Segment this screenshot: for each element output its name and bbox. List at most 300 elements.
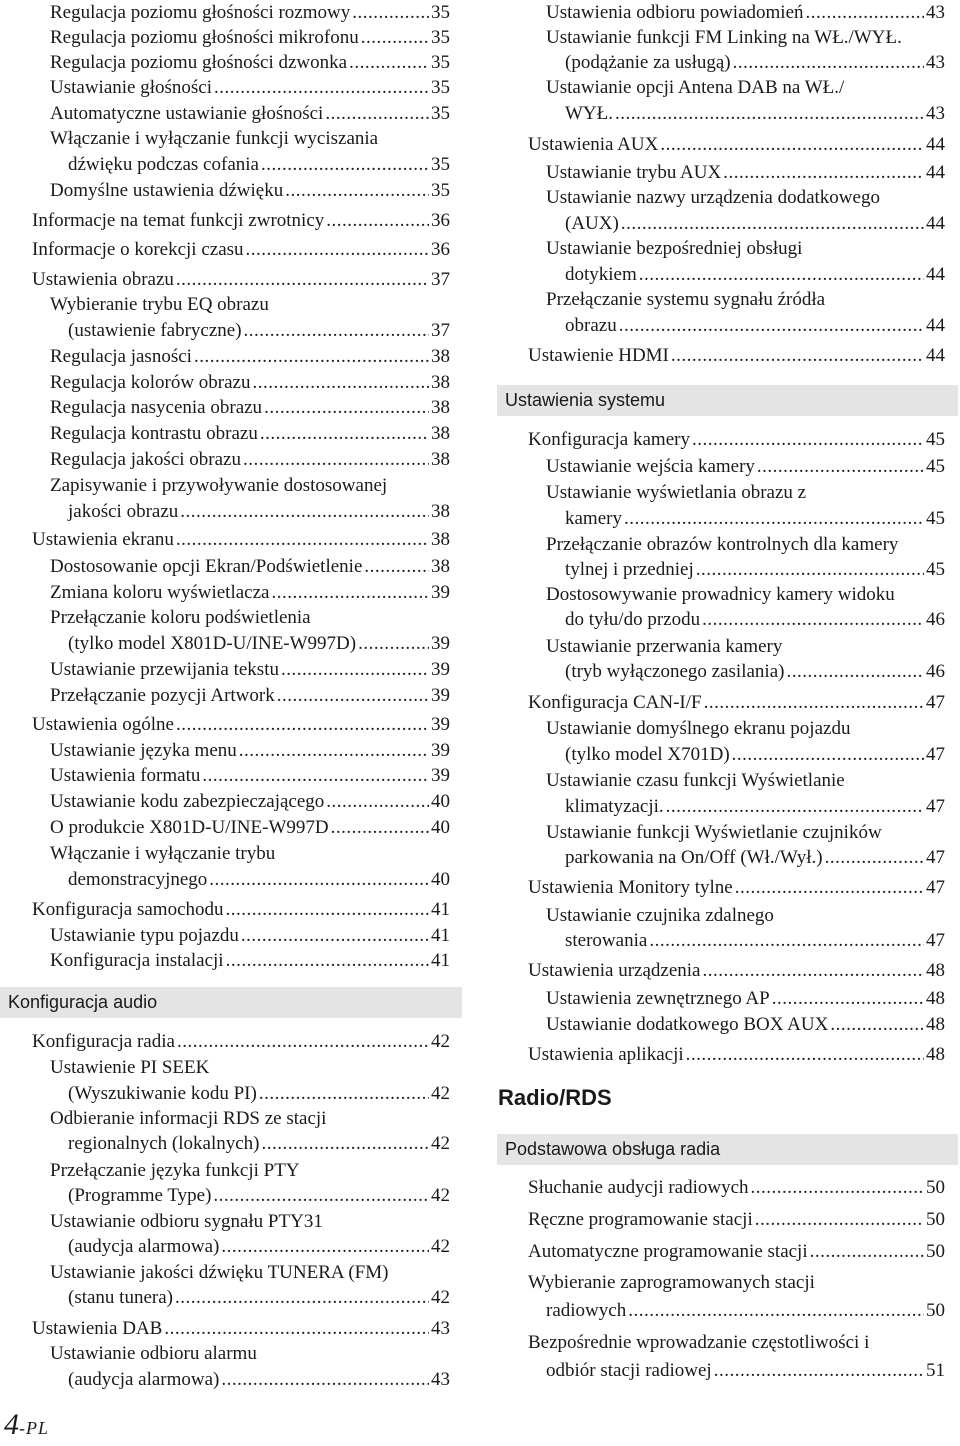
toc-entry[interactable] (68, 1183, 450, 1209)
toc-entry[interactable] (50, 473, 450, 499)
toc-dot-leader (830, 1012, 924, 1038)
toc-dot-leader (364, 554, 429, 580)
toc-dot-leader (261, 152, 429, 178)
toc-entry[interactable] (50, 178, 450, 204)
toc-entry[interactable] (50, 447, 450, 473)
toc-entry[interactable] (68, 499, 450, 525)
toc-dot-leader (666, 794, 924, 820)
toc-dot-leader (264, 395, 429, 421)
toc-dot-leader (624, 506, 924, 532)
toc-entry-title: Konfiguracja instalacji (50, 950, 224, 971)
toc-entry[interactable] (68, 152, 450, 178)
toc-entry-page: 35 (431, 154, 450, 175)
toc-entry-title: Konfiguracja radia (32, 1031, 175, 1052)
toc-entry[interactable] (546, 582, 945, 608)
toc-entry-title: Ustawianie odbioru sygnału PTY31 (50, 1211, 323, 1232)
toc-entry-title: Ustawienia urządzenia (528, 960, 701, 981)
toc-entry[interactable] (546, 903, 945, 929)
toc-entry[interactable] (546, 0, 945, 26)
toc-entry[interactable] (68, 1234, 450, 1260)
toc-entry[interactable] (546, 236, 945, 262)
toc-entry[interactable] (546, 532, 945, 558)
toc-entry[interactable] (565, 928, 945, 954)
toc-entry[interactable] (50, 763, 450, 789)
toc-dot-leader (619, 313, 924, 339)
toc-entry-page: 39 (431, 765, 450, 786)
toc-entry-page: 44 (926, 315, 945, 336)
toc-entry-page: 45 (926, 456, 945, 477)
toc-entry-title: Ustawienia ogólne (32, 714, 174, 735)
toc-entry-title: Ustawianie przewijania tekstu (50, 659, 279, 680)
toc-entry-title: dotykiem (565, 264, 637, 285)
toc-entry-title: Ustawienia ekranu (32, 529, 174, 550)
toc-dot-leader (714, 1358, 924, 1384)
toc-entry-page: 45 (926, 559, 945, 580)
toc-entry-title: (tylko model X701D) (565, 744, 730, 765)
toc-dot-leader (202, 763, 429, 789)
toc-entry-page: 42 (431, 1133, 450, 1154)
toc-entry-title: Ustawienia odbioru powiadomień (546, 2, 804, 23)
toc-entry-page: 50 (926, 1177, 945, 1198)
toc-dot-leader (692, 427, 924, 453)
toc-dot-leader (326, 208, 429, 234)
toc-dot-leader (615, 101, 924, 127)
toc-entry-title: Przełączanie koloru podświetlenia (50, 607, 311, 628)
toc-entry[interactable] (50, 738, 450, 764)
toc-entry-title: Ustawianie wyświetlania obrazu z (546, 482, 807, 503)
toc-entry[interactable] (528, 875, 945, 901)
toc-entry-page: 44 (926, 134, 945, 155)
toc-entry-title: Ustawianie opcji Antena DAB na WŁ./ (546, 77, 845, 98)
toc-entry-page: 44 (926, 264, 945, 285)
toc-entry-title: O produkcie X801D-U/INE-W997D (50, 817, 329, 838)
toc-dot-leader (180, 499, 429, 525)
toc-dot-leader (259, 1081, 429, 1107)
toc-entry-title: Włączanie i wyłączanie trybu (50, 843, 276, 864)
toc-entry-page: 35 (431, 77, 450, 98)
toc-entry[interactable] (546, 25, 945, 51)
toc-dot-leader (649, 928, 924, 954)
toc-entry[interactable] (68, 318, 450, 344)
toc-dot-leader (786, 659, 924, 685)
toc-entry-page: 50 (926, 1241, 945, 1262)
toc-entry-title: demonstracyjnego (68, 869, 208, 890)
toc-entry-page: 43 (431, 1318, 450, 1339)
toc-entry-title: Regulacja poziomu głośności mikrofonu (50, 27, 359, 48)
toc-entry-title: Regulacja poziomu głośności dzwonka (50, 52, 348, 73)
toc-entry-title: Przełączanie systemu sygnału źródła (546, 289, 826, 310)
toc-entry[interactable] (528, 1175, 945, 1201)
toc-entry[interactable] (32, 1316, 450, 1342)
toc-dot-leader (772, 986, 924, 1012)
toc-entry[interactable] (50, 923, 450, 949)
toc-entry-title: Konfiguracja kamery (528, 429, 690, 450)
toc-entry[interactable] (528, 1042, 945, 1068)
toc-entry-title: Ustawianie przerwania kamery (546, 636, 783, 657)
toc-entry-title: Domyślne ustawienia dźwięku (50, 180, 284, 201)
toc-entry-title: Ustawianie języka menu (50, 740, 237, 761)
toc-dot-leader (226, 897, 429, 923)
toc-entry[interactable] (528, 1239, 945, 1265)
toc-entry-page: 38 (431, 423, 450, 444)
toc-entry-page: 39 (431, 633, 450, 654)
toc-entry-title: Przełączanie języka funkcji PTY (50, 1160, 300, 1181)
toc-entry-page: 47 (926, 744, 945, 765)
toc-entry-title: (stanu tunera) (68, 1287, 173, 1308)
toc-entry-page: 47 (926, 930, 945, 951)
toc-entry-title: Ustawianie trybu AUX (546, 162, 722, 183)
toc-entry[interactable] (50, 1260, 450, 1286)
toc-dot-leader (271, 580, 429, 606)
toc-entry[interactable] (565, 506, 945, 532)
toc-entry[interactable] (528, 690, 945, 716)
toc-entry[interactable] (50, 657, 450, 683)
toc-entry-title: Wybieranie trybu EQ obrazu (50, 294, 269, 315)
toc-entry[interactable] (565, 845, 945, 871)
toc-dot-leader (226, 948, 429, 974)
toc-dot-leader (639, 262, 924, 288)
toc-dot-leader (214, 75, 429, 101)
toc-entry[interactable] (565, 659, 945, 685)
toc-entry-title: Regulacja nasycenia obrazu (50, 397, 263, 418)
toc-entry-title: (AUX) (565, 213, 619, 234)
toc-entry-page: 37 (431, 320, 450, 341)
toc-entry[interactable] (50, 1106, 450, 1132)
toc-entry-title: Dostosowywanie prowadnicy kamery widoku (546, 584, 895, 605)
section-header: Ustawienia systemu (497, 385, 958, 416)
toc-entry[interactable] (528, 958, 945, 984)
toc-entry[interactable] (565, 50, 945, 76)
toc-entry[interactable] (528, 427, 945, 453)
toc-entry[interactable] (50, 683, 450, 709)
toc-dot-leader (241, 923, 429, 949)
toc-entry-page: 43 (431, 1369, 450, 1390)
toc-entry-title: dźwięku podczas cofania (68, 154, 259, 175)
toc-entry-title: Automatyczne ustawianie głośności (50, 103, 324, 124)
toc-entry[interactable] (50, 395, 450, 421)
toc-entry-page: 45 (926, 508, 945, 529)
toc-entry-page: 35 (431, 52, 450, 73)
toc-dot-leader (244, 318, 429, 344)
toc-entry-title: Ustawienie PI SEEK (50, 1057, 210, 1078)
toc-entry-page: 50 (926, 1209, 945, 1230)
toc-entry-page: 38 (431, 501, 450, 522)
toc-entry-page: 35 (431, 2, 450, 23)
toc-dot-leader (281, 657, 429, 683)
toc-entry-page: 44 (926, 345, 945, 366)
toc-entry[interactable] (50, 101, 450, 127)
toc-entry-title: Ustawianie jakości dźwięku TUNERA (FM) (50, 1262, 389, 1283)
toc-entry-page: 48 (926, 1044, 945, 1065)
toc-entry-page: 36 (431, 239, 450, 260)
toc-entry[interactable] (546, 634, 945, 660)
toc-entry[interactable] (50, 50, 450, 76)
toc-entry[interactable] (528, 343, 945, 369)
toc-dot-leader (176, 527, 429, 553)
toc-entry[interactable] (50, 841, 450, 867)
toc-entry[interactable] (565, 794, 945, 820)
toc-entry[interactable] (50, 789, 450, 815)
toc-entry[interactable] (546, 160, 945, 186)
toc-entry[interactable] (68, 1131, 450, 1157)
toc-entry-title: Ustawienia AUX (528, 134, 659, 155)
toc-entry[interactable] (50, 292, 450, 318)
toc-entry[interactable] (68, 631, 450, 657)
toc-dot-leader (252, 370, 429, 396)
toc-entry-page: 44 (926, 213, 945, 234)
toc-entry[interactable] (50, 554, 450, 580)
toc-entry-title: radiowych (546, 1300, 627, 1321)
toc-entry[interactable] (565, 101, 945, 127)
toc-entry[interactable] (68, 867, 450, 893)
toc-entry-title: Przełączanie pozycji Artwork (50, 685, 275, 706)
chapter-heading: Radio/RDS (498, 1085, 612, 1110)
toc-entry[interactable] (565, 607, 945, 633)
toc-entry-page: 48 (926, 960, 945, 981)
toc-entry[interactable] (546, 75, 945, 101)
toc-entry[interactable] (32, 527, 450, 553)
toc-entry-page: 50 (926, 1300, 945, 1321)
toc-entry[interactable] (68, 1285, 450, 1311)
toc-dot-leader (326, 789, 429, 815)
toc-dot-leader (209, 867, 429, 893)
toc-entry-title: Ustawianie wejścia kamery (546, 456, 755, 477)
toc-dot-leader (246, 237, 429, 263)
toc-entry[interactable] (546, 185, 945, 211)
toc-entry-page: 46 (926, 609, 945, 630)
toc-entry-page: 41 (431, 950, 450, 971)
toc-entry-page: 47 (926, 847, 945, 868)
toc-entry[interactable] (565, 313, 945, 339)
toc-entry[interactable] (32, 897, 450, 923)
toc-entry[interactable] (528, 1207, 945, 1233)
toc-entry-title: parkowania na On/Off (Wł./Wył.) (565, 847, 823, 868)
toc-entry-page: 41 (431, 925, 450, 946)
toc-dot-leader (175, 1285, 429, 1311)
toc-entry-title: Ustawianie czasu funkcji Wyświetlanie (546, 770, 845, 791)
toc-dot-leader (751, 1175, 924, 1201)
toc-entry[interactable] (528, 1270, 945, 1296)
toc-entry-title: Ustawienie HDMI (528, 345, 669, 366)
toc-entry-title: Regulacja jasności (50, 346, 192, 367)
toc-entry-title: Ustawienia DAB (32, 1318, 163, 1339)
toc-entry-title: tylnej i przedniej (565, 559, 694, 580)
toc-dot-leader (285, 178, 429, 204)
toc-entry-title: Zapisywanie i przywoływanie dostosowanej (50, 475, 388, 496)
toc-entry-title: (ustawienie fabryczne) (68, 320, 242, 341)
toc-entry-title: (audycja alarmowa) (68, 1236, 220, 1257)
toc-entry-title: Przełączanie obrazów kontrolnych dla kamery (546, 534, 899, 555)
toc-dot-leader (331, 815, 429, 841)
toc-entry-page: 43 (926, 2, 945, 23)
toc-entry-page: 48 (926, 988, 945, 1009)
toc-dot-leader (806, 0, 924, 26)
toc-entry[interactable] (546, 716, 945, 742)
toc-entry[interactable] (32, 237, 450, 263)
toc-entry[interactable] (565, 211, 945, 237)
toc-entry[interactable] (50, 370, 450, 396)
toc-entry[interactable] (32, 267, 450, 293)
toc-dot-leader (825, 845, 924, 871)
toc-entry-title: Ustawianie głośności (50, 77, 213, 98)
toc-dot-leader (810, 1239, 924, 1265)
toc-dot-leader (260, 421, 429, 447)
toc-entry[interactable] (565, 557, 945, 583)
toc-dot-leader (352, 0, 429, 26)
toc-entry-title: Wybieranie zaprogramowanych stacji (528, 1272, 815, 1293)
toc-entry-page: 40 (431, 791, 450, 812)
toc-entry-page: 42 (431, 1185, 450, 1206)
toc-dot-leader (733, 50, 924, 76)
toc-dot-leader (358, 631, 429, 657)
toc-entry[interactable] (528, 1330, 945, 1356)
toc-entry[interactable] (565, 742, 945, 768)
toc-dot-leader (194, 344, 429, 370)
toc-dot-leader (723, 160, 924, 186)
toc-entry[interactable] (546, 1358, 945, 1384)
toc-entry[interactable] (546, 1298, 945, 1324)
toc-entry-title: Konfiguracja samochodu (32, 899, 224, 920)
toc-entry-page: 42 (431, 1083, 450, 1104)
toc-entry-page: 47 (926, 692, 945, 713)
toc-entry-title: Informacje o korekcji czasu (32, 239, 244, 260)
toc-entry-title: sterowania (565, 930, 648, 951)
toc-entry[interactable] (546, 480, 945, 506)
toc-entry[interactable] (546, 820, 945, 846)
toc-entry-title: odbiór stacji radiowej (546, 1360, 712, 1381)
toc-dot-leader (704, 690, 924, 716)
toc-entry-page: 42 (431, 1031, 450, 1052)
toc-entry-page: 35 (431, 27, 450, 48)
toc-entry[interactable] (50, 1158, 450, 1184)
toc-entry[interactable] (546, 986, 945, 1012)
toc-entry-title: obrazu (565, 315, 617, 336)
toc-entry[interactable] (50, 1341, 450, 1367)
toc-entry-title: Ustawienia Monitory tylne (528, 877, 733, 898)
toc-entry-title: Ręczne programowanie stacji (528, 1209, 753, 1230)
toc-entry-title: (Wyszukiwanie kodu PI) (68, 1083, 257, 1104)
toc-entry-page: 38 (431, 397, 450, 418)
toc-entry[interactable] (546, 287, 945, 313)
toc-dot-leader (671, 343, 924, 369)
toc-entry[interactable] (50, 344, 450, 370)
toc-entry-page: 35 (431, 180, 450, 201)
toc-dot-leader (735, 875, 924, 901)
toc-entry-page: 37 (431, 269, 450, 290)
toc-entry[interactable] (50, 815, 450, 841)
toc-entry[interactable] (50, 25, 450, 51)
toc-entry-page: 38 (431, 449, 450, 470)
toc-entry-page: 51 (926, 1360, 945, 1381)
toc-dot-leader (755, 1207, 924, 1233)
toc-entry-page: 43 (926, 52, 945, 73)
toc-entry-title: Ustawienia formatu (50, 765, 201, 786)
toc-entry-page: 38 (431, 346, 450, 367)
toc-entry-title: (tryb wyłączonego zasilania) (565, 661, 785, 682)
toc-entry-title: Dostosowanie opcji Ekran/Podświetlenie (50, 556, 363, 577)
toc-entry-page: 47 (926, 877, 945, 898)
toc-dot-leader (177, 1029, 429, 1055)
toc-entry-title: do tyłu/do przodu (565, 609, 701, 630)
toc-entry[interactable] (50, 1209, 450, 1235)
toc-entry-page: 35 (431, 103, 450, 124)
toc-entry-title: Regulacja kolorów obrazu (50, 372, 251, 393)
toc-dot-leader (628, 1298, 924, 1324)
toc-entry[interactable] (565, 262, 945, 288)
toc-entry-page: 39 (431, 582, 450, 603)
toc-entry-title: Ustawianie nazwy urządzenia dodatkowego (546, 187, 880, 208)
page-number-digit: 4 (4, 1408, 19, 1441)
toc-entry-title: Regulacja jakości obrazu (50, 449, 241, 470)
toc-entry-title: klimatyzacji. (565, 796, 664, 817)
toc-entry[interactable] (546, 1012, 945, 1038)
toc-entry-title: Ustawianie funkcji Wyświetlanie czujników (546, 822, 882, 843)
toc-entry[interactable] (528, 132, 945, 158)
toc-dot-leader (660, 132, 924, 158)
toc-entry[interactable] (50, 126, 450, 152)
toc-entry-page: 46 (926, 661, 945, 682)
toc-entry-title: Ustawianie kodu zabezpieczającego (50, 791, 325, 812)
toc-entry-page: 45 (926, 429, 945, 450)
toc-entry[interactable] (546, 454, 945, 480)
toc-entry-page: 41 (431, 899, 450, 920)
toc-entry[interactable] (546, 768, 945, 794)
toc-dot-leader (696, 557, 924, 583)
toc-entry-title: Ustawianie czujnika zdalnego (546, 905, 774, 926)
toc-entry-title: Odbieranie informacji RDS ze stacji (50, 1108, 327, 1129)
toc-entry-page: 42 (431, 1287, 450, 1308)
toc-entry-page: 42 (431, 1236, 450, 1257)
toc-dot-leader (239, 738, 429, 764)
toc-entry[interactable] (68, 1367, 450, 1393)
section-header: Konfiguracja audio (0, 987, 462, 1018)
toc-dot-leader (757, 454, 924, 480)
toc-entry[interactable] (68, 1081, 450, 1107)
toc-entry[interactable] (50, 0, 450, 26)
toc-entry[interactable] (50, 421, 450, 447)
toc-entry-page: 48 (926, 1014, 945, 1035)
toc-dot-leader (213, 1183, 429, 1209)
toc-dot-leader (221, 1234, 429, 1260)
toc-entry-page: 40 (431, 817, 450, 838)
toc-dot-leader (325, 101, 429, 127)
toc-dot-leader (361, 25, 429, 51)
toc-entry[interactable] (32, 712, 450, 738)
toc-entry-page: 39 (431, 740, 450, 761)
toc-entry[interactable] (50, 75, 450, 101)
toc-entry[interactable] (50, 580, 450, 606)
toc-entry-page: 39 (431, 659, 450, 680)
toc-entry-title: Ustawianie typu pojazdu (50, 925, 239, 946)
toc-entry-title: Ustawianie bezpośredniej obsługi (546, 238, 803, 259)
toc-entry-page: 38 (431, 529, 450, 550)
toc-entry[interactable] (32, 208, 450, 234)
toc-dot-leader (176, 267, 429, 293)
toc-entry-title: Zmiana koloru wyświetlacza (50, 582, 270, 603)
toc-entry-title: Ustawianie domyślnego ekranu pojazdu (546, 718, 851, 739)
toc-entry-page: 43 (926, 103, 945, 124)
toc-entry-title: Informacje na temat funkcji zwrotnicy (32, 210, 325, 231)
toc-entry[interactable] (50, 948, 450, 974)
toc-entry[interactable] (32, 1029, 450, 1055)
toc-entry[interactable] (50, 605, 450, 631)
toc-dot-leader (703, 958, 925, 984)
toc-entry[interactable] (50, 1055, 450, 1081)
toc-entry-title: Ustawianie odbioru alarmu (50, 1343, 257, 1364)
toc-dot-leader (176, 712, 429, 738)
toc-entry-title: Ustawienia obrazu (32, 269, 174, 290)
toc-entry-page: 38 (431, 372, 450, 393)
